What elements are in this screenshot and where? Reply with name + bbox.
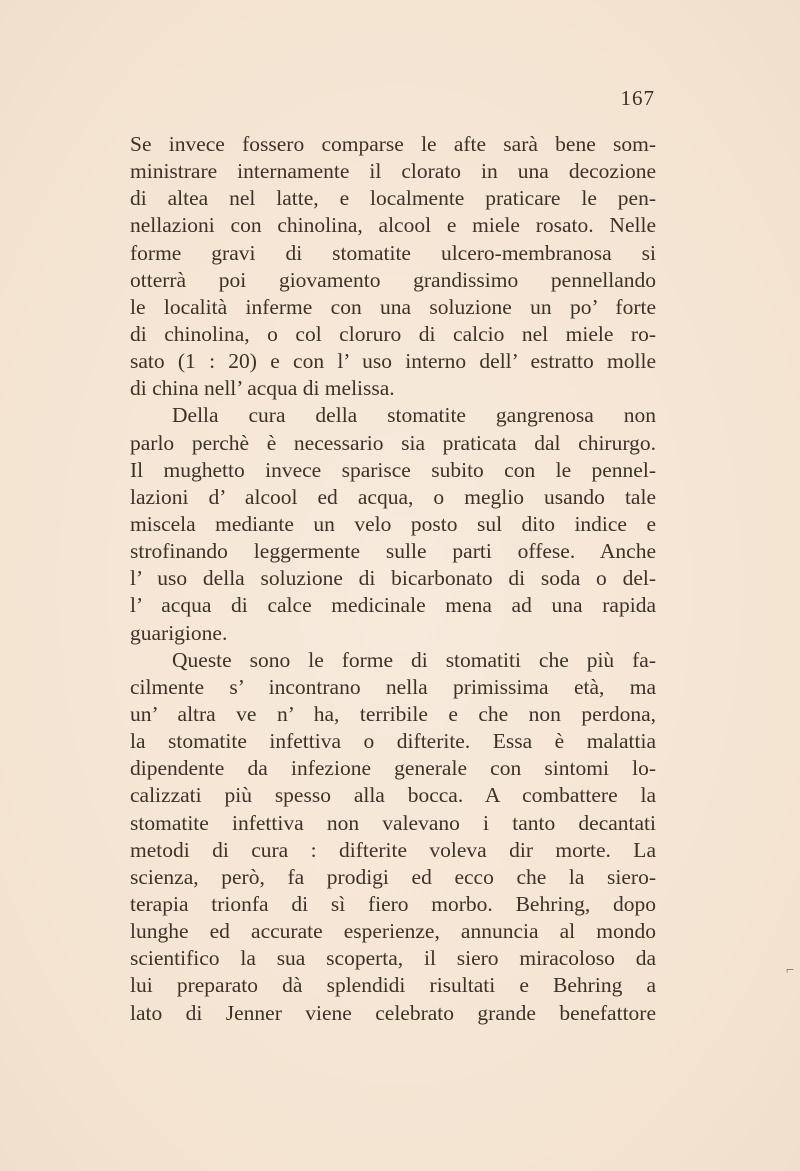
- page-number: 167: [620, 86, 655, 110]
- text-line: Della cura della stomatite gangrenosa non: [172, 403, 656, 428]
- text-line: guarigione.: [130, 620, 228, 645]
- text-line: ministrare internamente il clorato in una decozione: [130, 159, 656, 184]
- text-line: cilmente s’ incontrano nella primissima età, ma: [130, 674, 656, 699]
- text-line: di china nell’ acqua di melissa.: [130, 376, 395, 401]
- text-line: lunghe ed accurate esperienze, annuncia al mondo: [130, 919, 656, 944]
- text-line: metodi di cura : difterite voleva dir morte. La: [130, 837, 656, 862]
- text-line: scientifico la sua scoperta, il siero miracoloso da: [130, 946, 656, 971]
- text-line: un’ altra ve n’ ha, terribile e che non perdona,: [130, 701, 656, 726]
- text-line: lui preparato dà splendidi risultati e Behring a: [130, 973, 656, 998]
- text-line: scienza, però, fa prodigi ed ecco che la siero-: [130, 864, 656, 889]
- text-line: dipendente da infezione generale con sintomi lo-: [130, 756, 656, 781]
- text-line: di altea nel latte, e localmente praticare le pen-: [130, 186, 656, 211]
- text-line: nellazioni con chinolina, alcool e miele rosato. Nelle: [130, 213, 656, 238]
- text-line: terapia trionfa di sì fiero morbo. Behring, dopo: [130, 891, 656, 916]
- text-line: miscela mediante un velo posto sul dito indice e: [130, 511, 656, 536]
- text-line: la stomatite infettiva o difterite. Essa è malattia: [130, 729, 656, 754]
- text-line: di chinolina, o col cloruro di calcio nel miele ro-: [130, 321, 656, 346]
- text-line: stomatite infettiva non valevano i tanto decantati: [130, 810, 656, 835]
- text-line: Queste sono le forme di stomatiti che più fa-: [172, 647, 656, 672]
- text-line: forme gravi di stomatite ulcero-membranosa si: [130, 240, 656, 265]
- text-line: Il mughetto invece sparisce subito con le pennel-: [130, 457, 656, 482]
- text-line: lazioni d’ alcool ed acqua, o meglio usando tale: [130, 484, 656, 509]
- text-line: sato (1 : 20) e con l’ uso interno dell’ estratto molle: [130, 349, 656, 374]
- text-line: otterrà poi giovamento grandissimo pennellando: [130, 267, 656, 292]
- body-text: [130, 131, 656, 1027]
- text-line: l’ acqua di calce medicinale mena ad una rapida: [130, 593, 656, 618]
- text-line: Se invece fossero comparse le afte sarà bene som-: [130, 132, 656, 156]
- text-line: l’ uso della soluzione di bicarbonato di soda o del-: [130, 566, 656, 591]
- text-line: strofinando leggermente sulle parti offese. Anche: [130, 539, 656, 564]
- text-line: parlo perchè è necessario sia praticata dal chirurgo.: [130, 430, 656, 455]
- margin-mark: ⌐: [786, 963, 794, 978]
- text-line: lato di Jenner viene celebrato grande benefattore: [130, 1000, 656, 1025]
- text-line: le località inferme con una soluzione un po’ forte: [130, 294, 656, 319]
- text-line: calizzati più spesso alla bocca. A combattere la: [130, 783, 656, 808]
